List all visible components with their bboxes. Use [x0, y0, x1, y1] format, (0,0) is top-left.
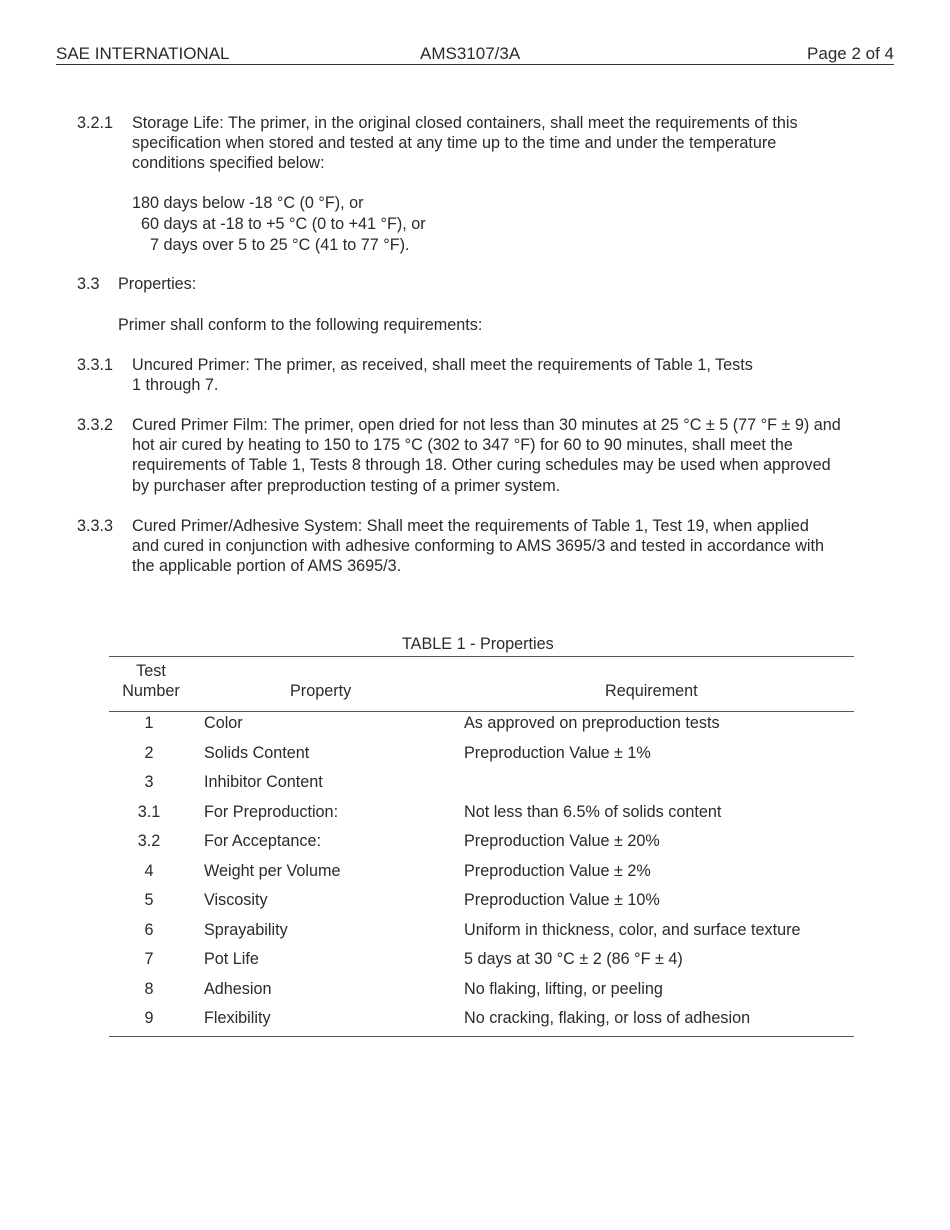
- text-line: Cured Primer/Adhesive System: Shall meet the requirements of Table 1, Test 19, when applied: [132, 517, 809, 535]
- section-number: 3.3.1: [77, 356, 114, 374]
- cell-test-number: 7: [144, 950, 154, 968]
- table-row: [109, 713, 854, 743]
- cell-requirement: Preproduction Value ± 1%: [464, 743, 651, 762]
- col-header-test-number: [109, 661, 193, 701]
- text-line: by purchaser after preproduction testing of a primer system.: [132, 476, 561, 495]
- cell-test-number: 6: [144, 920, 154, 939]
- cell-property: Sprayability: [204, 920, 288, 939]
- col-header-test-line1: Test: [136, 662, 166, 680]
- table-row: [109, 861, 854, 891]
- col-header-property: Property: [290, 682, 352, 700]
- cell-requirement: 5 days at 30 °C ± 2 (86 °F ± 4): [464, 950, 683, 968]
- col-header-test-line2: Number: [122, 682, 180, 700]
- cell-property: Flexibility: [204, 1009, 271, 1027]
- cell-property: Viscosity: [204, 891, 268, 909]
- text-line: requirements of Table 1, Tests 8 through 18. Other curing schedules may be used when approved: [132, 456, 831, 475]
- cell-property: For Acceptance:: [204, 832, 321, 850]
- text-line: 1 through 7.: [132, 376, 219, 395]
- cell-test-number: 3.1: [137, 802, 161, 821]
- table-row: [109, 979, 854, 1009]
- section-text: [132, 355, 877, 395]
- cell-property: Weight per Volume: [204, 861, 341, 880]
- cell-test-number: 3: [144, 773, 154, 791]
- cell-requirement: Preproduction Value ± 10%: [464, 891, 660, 909]
- table-row: [109, 743, 854, 773]
- table-top-rule: [109, 656, 854, 657]
- cell-requirement: As approved on preproduction tests: [464, 714, 720, 732]
- cell-requirement: Preproduction Value ± 2%: [464, 861, 651, 880]
- cell-property: Pot Life: [204, 950, 259, 968]
- cell-test-number: 4: [144, 861, 154, 880]
- storage-condition: 180 days below -18 °C (0 °F), or: [132, 194, 364, 212]
- section-number: 3.2.1: [77, 114, 114, 132]
- text-line: specification when stored and tested at any time up to the time and under the temperature: [132, 134, 777, 153]
- text-line: Storage Life: The primer, in the original closed containers, shall meet the requirements of this: [132, 114, 798, 132]
- section-number: 3.3: [77, 275, 100, 293]
- text-line: and cured in conjunction with adhesive conforming to AMS 3695/3 and tested in accordance with: [132, 537, 824, 556]
- cell-property: For Preproduction:: [204, 802, 339, 821]
- cell-property: Color: [204, 714, 243, 732]
- storage-condition: 60 days at -18 to +5 °C (0 to +41 °F), or: [141, 215, 426, 233]
- table-row: [109, 831, 854, 861]
- section-text: [132, 113, 877, 174]
- cell-requirement: Preproduction Value ± 20%: [464, 832, 660, 850]
- header-doc-number: AMS3107/3A: [420, 44, 521, 63]
- header-page-number: Page 2 of 4: [807, 44, 894, 63]
- text-line: hot air cured by heating to 150 to 175 °C (302 to 347 °F) for 60 to 90 minutes, shall meet the: [132, 436, 793, 455]
- cell-requirement: Uniform in thickness, color, and surface texture: [464, 920, 801, 939]
- text-line: Uncured Primer: The primer, as received, shall meet the requirements of Table 1, Tests: [132, 356, 753, 374]
- cell-property: Inhibitor Content: [204, 773, 323, 791]
- section-number: 3.3.2: [77, 416, 114, 434]
- cell-test-number: 1: [144, 714, 154, 732]
- col-header-requirement: Requirement: [605, 682, 698, 700]
- cell-test-number: 5: [144, 891, 154, 909]
- table-bottom-rule: [109, 1036, 854, 1037]
- cell-test-number: 9: [144, 1009, 154, 1027]
- cell-test-number: 3.2: [137, 832, 161, 850]
- cell-property: Adhesion: [204, 979, 272, 998]
- cell-requirement: No flaking, lifting, or peeling: [464, 979, 663, 998]
- cell-test-number: 8: [144, 979, 154, 998]
- table-row: [109, 890, 854, 920]
- table-row: [109, 920, 854, 950]
- table-title: TABLE 1 - Properties: [402, 635, 554, 653]
- storage-condition: 7 days over 5 to 25 °C (41 to 77 °F).: [150, 236, 410, 254]
- page-header: [56, 44, 894, 65]
- section-title: Properties:: [118, 275, 197, 293]
- text-line: conditions specified below:: [132, 154, 325, 173]
- text-line: the applicable portion of AMS 3695/3.: [132, 557, 402, 576]
- section-text: [132, 516, 877, 577]
- cell-property: Solids Content: [204, 743, 310, 762]
- section-text: [132, 415, 877, 496]
- table-row: [109, 1008, 854, 1038]
- table-header-rule: [109, 711, 854, 712]
- section-3-3-body: Primer shall conform to the following requirements:: [118, 316, 483, 334]
- text-line: Cured Primer Film: The primer, open dried for not less than 30 minutes at 25 °C ± 5 (77 °F ± 9) and: [132, 416, 841, 434]
- section-number: 3.3.3: [77, 517, 114, 535]
- table-row: [109, 949, 854, 979]
- table-row: [109, 772, 854, 802]
- cell-test-number: 2: [144, 743, 154, 762]
- header-org: SAE INTERNATIONAL: [56, 44, 230, 63]
- table-row: [109, 802, 854, 832]
- cell-requirement: No cracking, flaking, or loss of adhesion: [464, 1009, 751, 1027]
- cell-requirement: Not less than 6.5% of solids content: [464, 802, 722, 821]
